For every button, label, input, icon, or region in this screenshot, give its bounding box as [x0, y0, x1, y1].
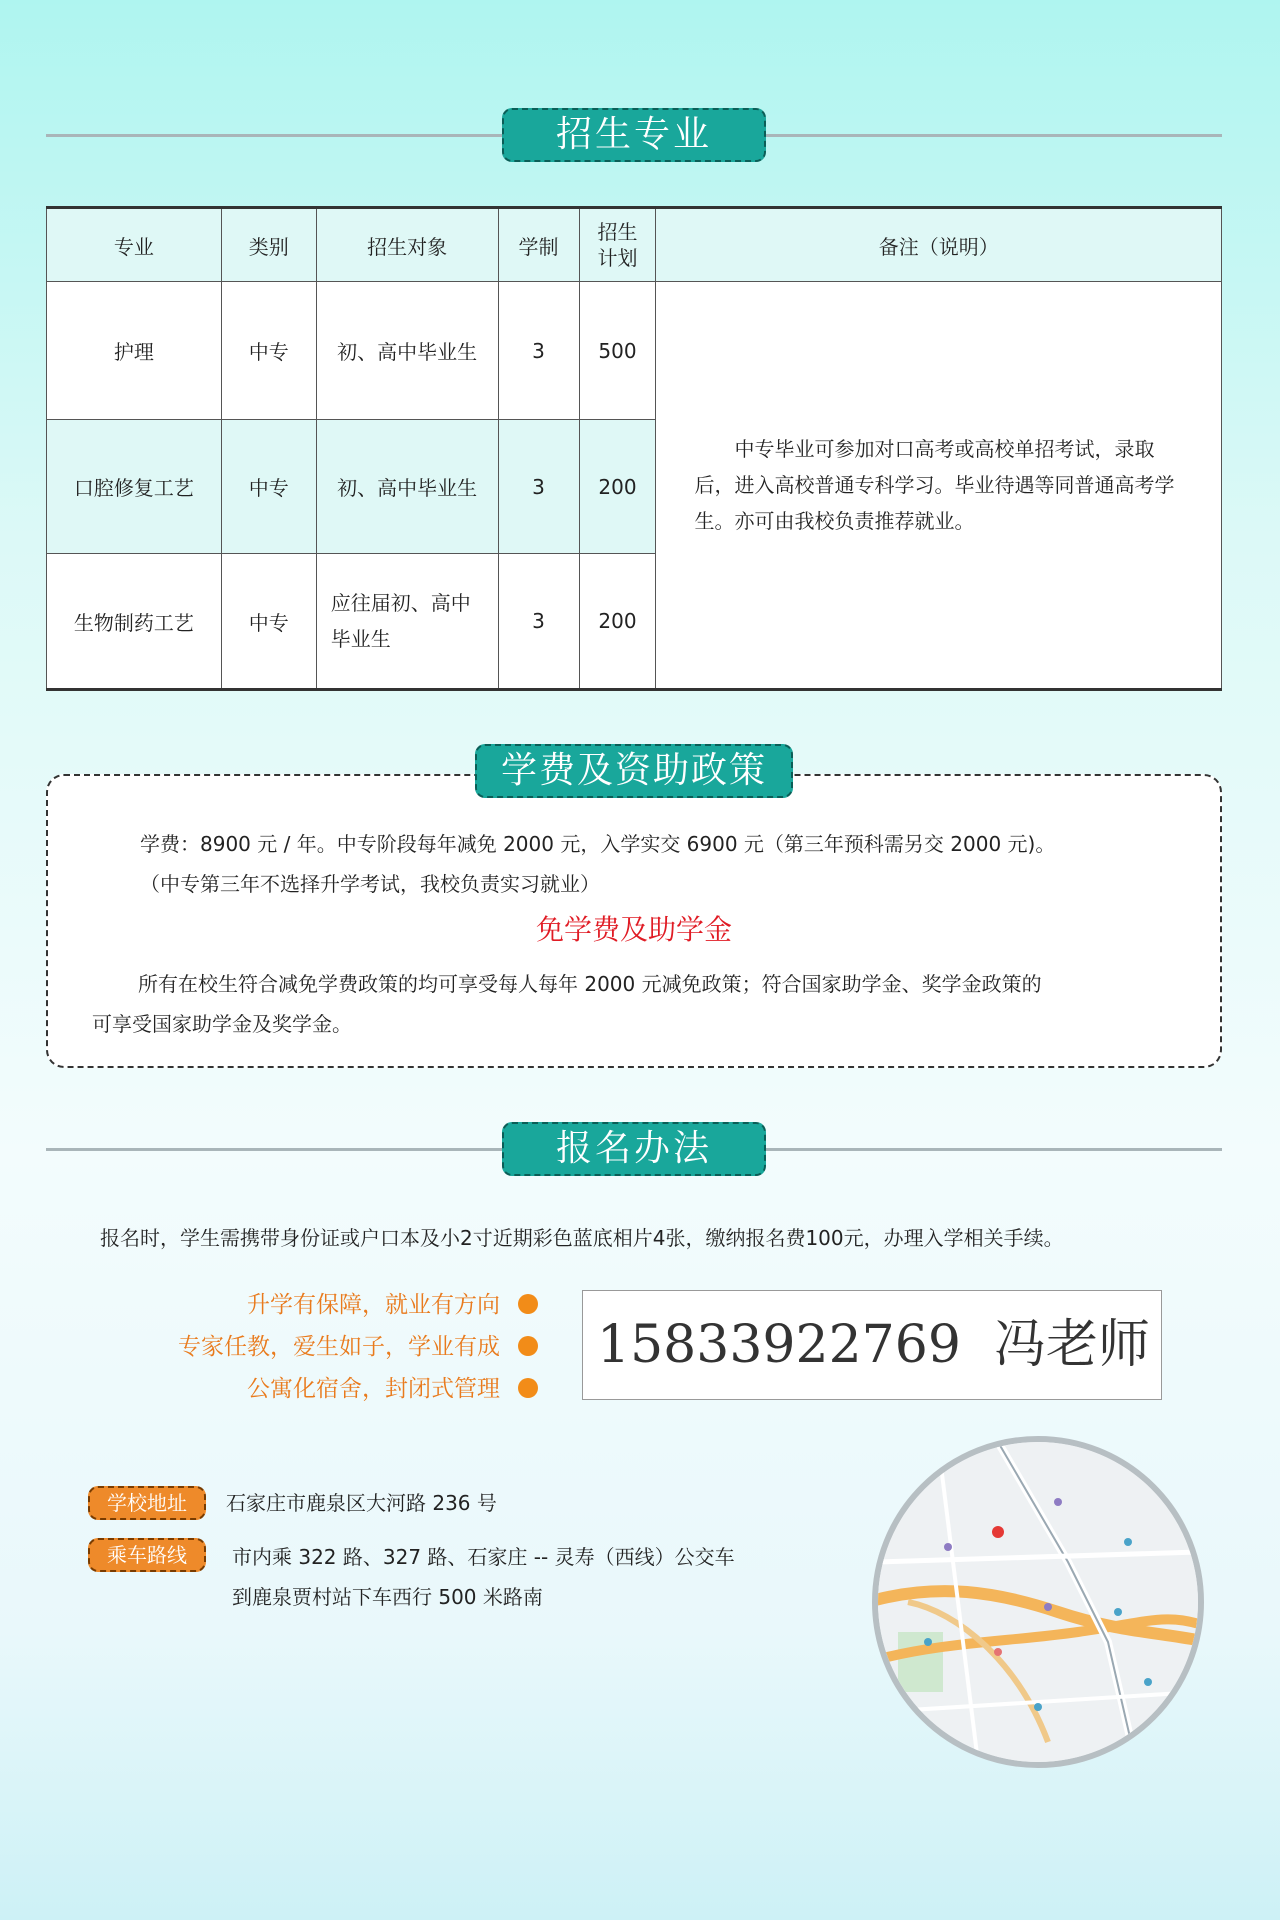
feature-list: [178, 1284, 538, 1410]
list-item: 升学有保障，就业有方向: [178, 1284, 538, 1326]
cell-years: 3: [498, 554, 579, 690]
contact-box: [582, 1290, 1162, 1400]
cell-category: 中专: [221, 554, 316, 690]
tuition-line-2: （中专第三年不选择升学考试，我校负责实习就业）: [140, 872, 600, 896]
cell-target: 应往届初、高中毕业生: [316, 554, 498, 690]
signup-instructions: 报名时，学生需携带身份证或户口本及小2寸近期彩色蓝底相片4张，缴纳报名费100元，办理入学相关手续。: [100, 1226, 1064, 1250]
cell-major: 护理: [47, 282, 222, 420]
header-target: 招生对象: [316, 208, 498, 282]
header-note: 备注（说明）: [656, 208, 1222, 282]
route-line-1: 市内乘 322 路、327 路、石家庄 -- 灵寿（西线）公交车: [232, 1545, 735, 1569]
aid-line-1: 所有在校生符合减免学费政策的均可享受每人每年 2000 元减免政策；符合国家助学金、奖学金政策的: [138, 972, 1042, 996]
route-line-2: 到鹿泉贾村站下车西行 500 米路南: [232, 1585, 543, 1609]
header-plan: 招生计划: [579, 208, 656, 282]
cell-years: 3: [498, 282, 579, 420]
section-title: 招生专业: [502, 108, 766, 162]
cell-plan: 500: [579, 282, 656, 420]
majors-table: [46, 206, 1222, 691]
cell-note: 中专毕业可参加对口高考或高校单招考试，录取后，进入高校普通专科学习。毕业待遇等同普通高考学生。亦可由我校负责推荐就业。: [656, 282, 1222, 690]
cell-target: 初、高中毕业生: [316, 282, 498, 420]
policy-box: [46, 750, 1222, 1068]
header-years: 学制: [498, 208, 579, 282]
header-major: 专业: [47, 208, 222, 282]
map-graphic: [878, 1442, 1198, 1762]
bullet-icon: [518, 1336, 538, 1356]
cell-major: 生物制药工艺: [47, 554, 222, 690]
majors-section-header: [46, 108, 1222, 162]
address-tag: 学校地址: [88, 1486, 206, 1520]
bullet-icon: [518, 1294, 538, 1314]
table-row: [47, 282, 1222, 420]
contact-name: 冯老师: [994, 1315, 1151, 1375]
cell-major: 口腔修复工艺: [47, 420, 222, 554]
cell-plan: 200: [579, 420, 656, 554]
section-title: 学费及资助政策: [475, 744, 793, 798]
bullet-icon: [518, 1378, 538, 1398]
phone-number[interactable]: 15833922769: [597, 1315, 961, 1375]
tuition-line-1: 学费：8900 元 / 年。中专阶段每年减免 2000 元，入学实交 6900 元（第三年预科需另交 2000 元)。: [140, 832, 1056, 856]
cell-plan: 200: [579, 554, 656, 690]
section-title: 报名办法: [502, 1122, 766, 1176]
school-address: 石家庄市鹿泉区大河路 236 号: [226, 1491, 497, 1515]
aid-subtitle: 免学费及助学金: [535, 913, 732, 946]
signup-section-header: [46, 1122, 1222, 1176]
header-category: 类别: [221, 208, 316, 282]
table-header-row: [47, 208, 1222, 282]
list-item: 专家任教，爱生如子，学业有成: [178, 1326, 538, 1368]
cell-target: 初、高中毕业生: [316, 420, 498, 554]
list-item: 公寓化宿舍，封闭式管理: [178, 1368, 538, 1410]
location-map[interactable]: [872, 1436, 1204, 1768]
cell-category: 中专: [221, 282, 316, 420]
cell-years: 3: [498, 420, 579, 554]
location-pin-icon: [992, 1526, 1004, 1538]
aid-line-2: 可享受国家助学金及奖学金。: [92, 1012, 352, 1036]
cell-category: 中专: [221, 420, 316, 554]
route-tag: 乘车路线: [88, 1538, 206, 1572]
